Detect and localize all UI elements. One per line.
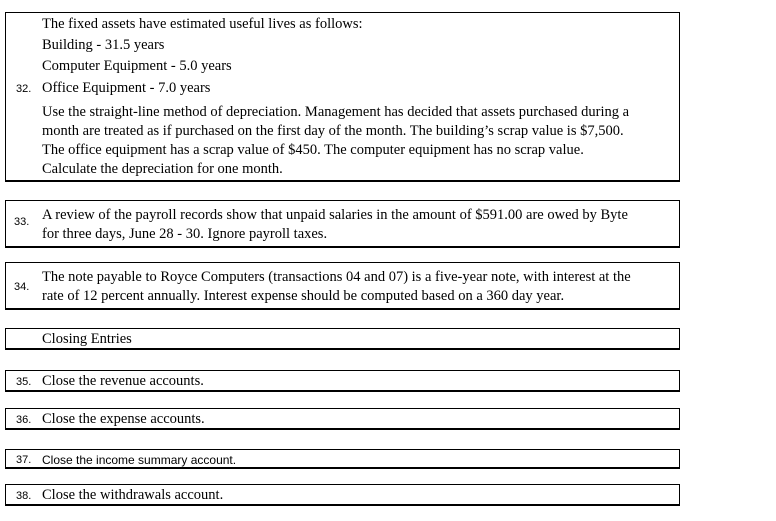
question-34-box [5, 262, 680, 310]
q32-number: 32. [16, 83, 32, 95]
q38-number: 38. [16, 490, 32, 502]
q37-text: Close the income summary account. [42, 453, 237, 467]
q32-instruction-2: month are treated as if purchased on the first day of the month. The building’s scrap value is $7,500. [42, 123, 624, 139]
q38-text: Close the withdrawals account. [42, 487, 224, 503]
q35-number: 35. [16, 376, 32, 388]
q33-number: 33. [14, 216, 30, 228]
question-35-box [5, 370, 680, 392]
question-38-box [5, 484, 680, 506]
q36-number: 36. [16, 414, 32, 426]
question-36-box [5, 408, 680, 430]
q32-instruction-3: The office equipment has a scrap value of $450. The computer equipment has no scrap value. [42, 142, 584, 158]
q32-asset-building: Building - 31.5 years [42, 37, 165, 53]
q32-instruction-4: Calculate the depreciation for one month. [42, 161, 283, 177]
q37-number: 37. [16, 454, 32, 466]
question-32-box [5, 12, 680, 182]
q36-text: Close the expense accounts. [42, 411, 205, 427]
q34-number: 34. [14, 281, 30, 293]
q32-instruction-1: Use the straight-line method of depreciation. Management has decided that assets purchased during a [42, 104, 630, 120]
closing-entries-box [5, 328, 680, 350]
q33-line-2: for three days, June 28 - 30. Ignore payroll taxes. [42, 226, 328, 242]
q34-line-1: The note payable to Royce Computers (transactions 04 and 07) is a five-year note, with interest at the [42, 269, 631, 285]
q35-text: Close the revenue accounts. [42, 373, 204, 389]
q32-asset-office: Office Equipment - 7.0 years [42, 80, 211, 96]
question-37-box [5, 449, 680, 469]
q34-line-2: rate of 12 percent annually. Interest expense should be computed based on a 360 day year. [42, 288, 565, 304]
q32-asset-computer: Computer Equipment - 5.0 years [42, 58, 232, 74]
closing-entries-heading: Closing Entries [42, 331, 132, 347]
q32-intro: The fixed assets have estimated useful lives as follows: [42, 16, 363, 32]
question-33-box [5, 200, 680, 248]
q33-line-1: A review of the payroll records show that unpaid salaries in the amount of $591.00 are owed by Byte [42, 207, 628, 223]
